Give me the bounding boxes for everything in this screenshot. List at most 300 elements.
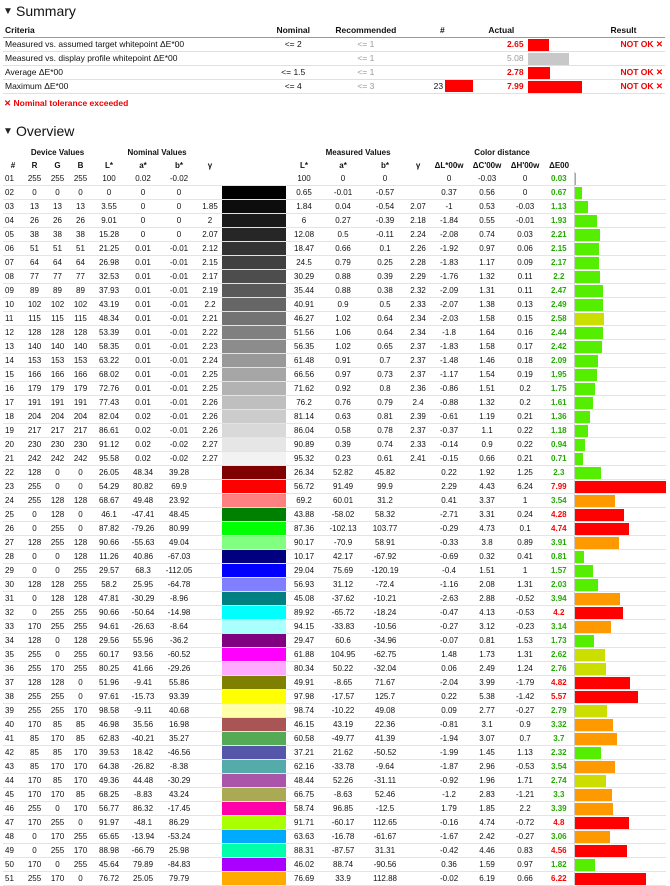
patch-row [3,774,666,788]
value-cell [406,522,430,536]
col-nominal: Nominal [264,24,322,38]
value-cell [406,186,430,200]
value-cell: -0.27 [430,620,468,634]
value-cell: 86.04 [286,424,322,438]
value-cell: 179 [23,382,46,396]
value-cell: 46.98 [92,718,126,732]
delta-e-cell: 4.2 [544,606,574,620]
delta-e-cell: 0.03 [544,172,574,186]
value-cell: 0.09 [506,256,544,270]
value-cell: 21.25 [92,242,126,256]
value-cell: 4.74 [468,816,506,830]
color-swatch [222,284,286,298]
value-cell: -2.63 [430,592,468,606]
delta-e-bar [575,495,615,507]
value-cell: 55.96 [126,634,160,648]
value-cell: 153 [69,354,92,368]
value-cell: 61.88 [286,648,322,662]
value-cell: 38 [46,228,69,242]
value-cell: 2.25 [198,368,222,382]
value-cell: -0.01 [506,214,544,228]
patch-id: 29 [3,564,23,578]
value-cell [406,732,430,746]
value-cell: 0.65 [364,340,406,354]
color-swatch [222,172,286,186]
value-cell: -0.81 [430,718,468,732]
value-cell: -90.56 [364,858,406,872]
value-cell: 0.01 [126,368,160,382]
column-header: ΔE00 [544,159,574,172]
swatch-fill [222,606,286,619]
value-cell: -40.21 [126,732,160,746]
value-cell: -1.16 [430,578,468,592]
delta-e-bar [575,299,603,311]
value-cell: 179 [69,382,92,396]
value-cell: 88.74 [322,858,364,872]
value-cell: -1.48 [430,354,468,368]
hash-bar [445,80,473,92]
value-cell: 0 [46,186,69,200]
delta-e-cell: 2.74 [544,774,574,788]
value-cell: 1.92 [468,466,506,480]
value-cell [198,620,222,634]
value-cell [406,634,430,648]
value-cell: 2.4 [406,396,430,410]
value-cell: 79.89 [126,858,160,872]
delta-e-bar [575,187,583,199]
patch-row [3,676,666,690]
value-cell [198,494,222,508]
color-swatch [222,522,286,536]
value-cell: 6.19 [468,872,506,886]
actual-bar [528,53,570,65]
value-cell: 0.01 [126,312,160,326]
value-cell [198,606,222,620]
actual-bar [528,67,551,79]
value-cell: 102 [46,298,69,312]
patch-id: 01 [3,172,23,186]
value-cell: 26 [69,214,92,228]
color-swatch [222,368,286,382]
value-cell: 0 [23,830,46,844]
value-cell: 0 [506,186,544,200]
value-cell: 60.6 [322,634,364,648]
value-cell [198,676,222,690]
swatch-fill [222,508,286,521]
value-cell: 1.17 [468,256,506,270]
value-cell: 1.02 [322,340,364,354]
value-cell: -0.47 [430,606,468,620]
value-cell: 25.98 [160,844,198,858]
value-cell: 255 [23,648,46,662]
value-cell: 0.78 [364,424,406,438]
value-cell [198,662,222,676]
value-cell: 0.64 [364,326,406,340]
col-recommended: Recommended [322,24,410,38]
delta-e-bar [575,453,583,465]
value-cell: -72.4 [364,578,406,592]
value-cell: 1.58 [468,340,506,354]
value-cell: 2.24 [406,228,430,242]
summary-row [3,38,665,52]
value-cell [198,578,222,592]
overview-table [3,146,666,886]
value-cell: -8.96 [160,592,198,606]
value-cell: -58.02 [322,508,364,522]
delta-e-cell: 3.54 [544,760,574,774]
patch-row [3,732,666,746]
value-cell: 1.48 [430,648,468,662]
patch-row [3,270,666,284]
value-cell: 255 [69,830,92,844]
value-cell: 2.26 [406,242,430,256]
value-cell: 255 [23,662,46,676]
patch-row [3,284,666,298]
delta-e-bar [575,243,600,255]
value-cell: 112.88 [364,872,406,886]
swatch-fill [222,788,286,801]
delta-e-bar [575,579,598,591]
value-cell: 255 [69,578,92,592]
value-cell: -33.78 [322,760,364,774]
value-cell: 43.19 [322,718,364,732]
value-cell: 0 [364,172,406,186]
value-cell: 170 [69,760,92,774]
value-cell: 56.77 [92,802,126,816]
value-cell: 0.22 [506,424,544,438]
value-cell: 63.63 [286,830,322,844]
value-cell: 94.61 [92,620,126,634]
value-cell [198,480,222,494]
value-cell: -1.94 [430,732,468,746]
value-cell: -87.57 [322,844,364,858]
group-device: Device Values [23,146,92,159]
value-cell: 0.01 [126,298,160,312]
value-cell: 80.25 [92,662,126,676]
delta-e-cell: 0.81 [544,550,574,564]
delta-e-bar [575,523,629,535]
value-cell: 2.36 [406,382,430,396]
delta-e-cell: 2.44 [544,326,574,340]
value-cell: 40.91 [286,298,322,312]
value-cell: 1.31 [506,648,544,662]
value-cell: 128 [69,592,92,606]
value-cell: 93.56 [126,648,160,662]
value-cell: 77 [69,270,92,284]
value-cell: 90.66 [92,536,126,550]
delta-e-bar-cell [574,676,666,690]
value-cell: 255 [23,172,46,186]
value-cell: 24.5 [286,256,322,270]
value-cell: 255 [69,564,92,578]
value-cell: 100 [286,172,322,186]
value-cell: 3.37 [468,494,506,508]
value-cell: 69.2 [286,494,322,508]
delta-e-bar-cell [574,606,666,620]
collapse-triangle-icon[interactable]: ▼ [3,6,16,17]
value-cell: 64 [69,256,92,270]
swatch-fill [222,844,286,857]
delta-e-bar-cell [574,214,666,228]
value-cell: 94.15 [286,620,322,634]
color-swatch [222,830,286,844]
actual-bar-cell [528,80,582,94]
recommended-cell: <= 1 [322,38,410,52]
collapse-triangle-icon[interactable]: ▼ [3,126,16,137]
value-cell: -8.64 [160,620,198,634]
value-cell: 0.7 [506,732,544,746]
value-cell: 41.39 [364,732,406,746]
value-cell: 255 [46,620,69,634]
value-cell: -1.8 [430,326,468,340]
value-cell: 26.98 [92,256,126,270]
delta-e-bar-cell [574,774,666,788]
delta-e-bar [575,481,666,493]
delta-e-bar-cell [574,242,666,256]
value-cell: 63.22 [92,354,126,368]
value-cell: 0 [46,550,69,564]
actual-cell: 5.08 [475,52,528,66]
value-cell: 140 [23,340,46,354]
value-cell: 35.44 [286,284,322,298]
value-cell: 0.18 [506,354,544,368]
value-cell: 255 [46,606,69,620]
patch-row [3,704,666,718]
summary-header[interactable] [0,1,76,21]
value-cell: 49.04 [160,536,198,550]
value-cell: 38 [69,228,92,242]
value-cell: 170 [69,802,92,816]
actual-bar-cell [528,66,582,80]
value-cell: 0.5 [364,298,406,312]
color-swatch [222,354,286,368]
value-cell: -34.96 [364,634,406,648]
delta-e-bar-cell [574,760,666,774]
value-cell [198,704,222,718]
value-cell: 33.9 [322,872,364,886]
value-cell: 0.97 [322,368,364,382]
value-cell [406,844,430,858]
value-cell: 0.38 [364,284,406,298]
color-swatch [222,214,286,228]
col-hash: # [410,24,475,38]
value-cell: 91.71 [286,816,322,830]
criteria-cell: Maximum ΔE*00 [3,80,264,94]
group-distance: Color distance [430,146,574,159]
value-cell: 102 [69,298,92,312]
value-cell: 3.99 [468,676,506,690]
delta-e-bar [575,845,627,857]
patch-id: 21 [3,452,23,466]
value-cell: 66.75 [286,788,322,802]
value-cell: 0.76 [322,396,364,410]
swatch-fill [222,802,286,815]
value-cell: -0.72 [506,816,544,830]
value-cell: 0.01 [126,242,160,256]
value-cell: 72.76 [92,382,126,396]
value-cell: -0.27 [506,704,544,718]
delta-e-bar-cell [574,480,666,494]
value-cell: 255 [46,536,69,550]
value-cell: 50.22 [322,662,364,676]
value-cell: 0.41 [430,494,468,508]
value-cell: 1.19 [468,410,506,424]
patch-id: 33 [3,620,23,634]
delta-e-cell: 2.17 [544,256,574,270]
swatch-fill [222,676,286,689]
value-cell: 0.01 [126,340,160,354]
patch-row [3,228,666,242]
value-cell: -17.57 [322,690,364,704]
value-cell: 0.04 [322,200,364,214]
result-cell: NOT OK ✕ [582,80,665,94]
patch-row [3,298,666,312]
value-cell: 2.32 [406,284,430,298]
value-cell: 0.22 [506,438,544,452]
value-cell: 2.33 [406,438,430,452]
value-cell: 3.07 [468,732,506,746]
value-cell: 242 [69,452,92,466]
value-cell: -0.01 [160,354,198,368]
value-cell: 0 [69,508,92,522]
value-cell: 2.77 [468,704,506,718]
value-cell: 2.37 [406,424,430,438]
delta-e-cell: 7.99 [544,480,574,494]
value-cell: 1.85 [468,802,506,816]
delta-e-cell: 0.71 [544,452,574,466]
patch-id: 32 [3,606,23,620]
value-cell: 0.02 [126,172,160,186]
patch-row [3,844,666,858]
nominal-cell: <= 1.5 [264,66,322,80]
value-cell: 1.25 [506,466,544,480]
value-cell: 0.79 [364,396,406,410]
value-cell: 2.24 [198,354,222,368]
patch-row [3,550,666,564]
value-cell: 32.53 [92,270,126,284]
delta-e-cell: 3.94 [544,592,574,606]
value-cell: 85 [46,746,69,760]
delta-e-bar-cell [574,340,666,354]
patch-row [3,508,666,522]
value-cell: 97.61 [92,690,126,704]
value-cell: -0.54 [364,200,406,214]
value-cell: 49.36 [92,774,126,788]
delta-e-cell: 2.3 [544,466,574,480]
value-cell [198,802,222,816]
value-cell: -0.02 [160,452,198,466]
value-cell: 79.79 [160,872,198,886]
value-cell: 0 [126,186,160,200]
col-actual: Actual [475,24,528,38]
value-cell: 85 [23,760,46,774]
patch-id: 40 [3,718,23,732]
delta-e-cell: 0.94 [544,438,574,452]
value-cell: 2.28 [406,256,430,270]
value-cell: -1.21 [506,788,544,802]
delta-e-bar-cell [574,312,666,326]
value-cell: 1.13 [506,746,544,760]
value-cell: 255 [23,690,46,704]
swatch-fill [222,704,286,717]
value-cell [198,830,222,844]
value-cell: 2.2 [506,802,544,816]
value-cell: -16.78 [322,830,364,844]
value-cell: -2.09 [430,284,468,298]
value-cell: 56.35 [286,340,322,354]
delta-e-cell: 2.58 [544,312,574,326]
hash-cell [410,38,475,52]
delta-e-bar-cell [574,802,666,816]
value-cell: 0.66 [322,242,364,256]
value-cell: 255 [23,480,46,494]
value-cell [406,536,430,550]
value-cell: 39.28 [160,466,198,480]
value-cell: 0.55 [468,214,506,228]
patch-row [3,690,666,704]
value-cell: 0.65 [286,186,322,200]
value-cell: 1.32 [468,396,506,410]
value-cell: 64 [46,256,69,270]
value-cell: 0 [69,816,92,830]
value-cell: 46.1 [92,508,126,522]
value-cell: -8.83 [126,788,160,802]
swatch-fill [222,662,286,675]
patch-row [3,452,666,466]
value-cell [406,788,430,802]
patch-id: 43 [3,760,23,774]
color-swatch [222,690,286,704]
delta-e-bar [575,663,607,675]
value-cell: 0.79 [322,256,364,270]
value-cell: 55.86 [160,676,198,690]
value-cell: 85 [23,746,46,760]
column-header: # [3,159,23,172]
patch-row [3,648,666,662]
value-cell: 230 [46,438,69,452]
criteria-cell: Measured vs. display profile whitepoint ΔE*00 [3,52,264,66]
value-cell: 0 [23,508,46,522]
color-swatch [222,550,286,564]
delta-e-bar [575,859,596,871]
value-cell: 42.17 [322,550,364,564]
value-cell: 97.98 [286,690,322,704]
value-cell: 0 [160,186,198,200]
value-cell: -1.99 [430,746,468,760]
value-cell: 46.15 [286,718,322,732]
value-cell: 0.39 [322,438,364,452]
value-cell: -47.41 [126,508,160,522]
value-cell: -31.11 [364,774,406,788]
value-cell: 0 [46,648,69,662]
actual-bar [528,81,582,93]
overview-header[interactable] [0,121,74,141]
value-cell: 242 [46,452,69,466]
value-cell: 0 [46,858,69,872]
patch-id: 16 [3,382,23,396]
value-cell: 0.15 [506,312,544,326]
delta-e-bar-cell [574,200,666,214]
group-nominal: Nominal Values [92,146,222,159]
value-cell: -32.04 [364,662,406,676]
value-cell: 204 [69,410,92,424]
overview-title: Overview [16,123,74,139]
value-cell: 98.74 [286,704,322,718]
value-cell: -2.71 [430,508,468,522]
value-cell: -0.11 [364,228,406,242]
value-cell [406,802,430,816]
swatch-fill [222,536,286,549]
